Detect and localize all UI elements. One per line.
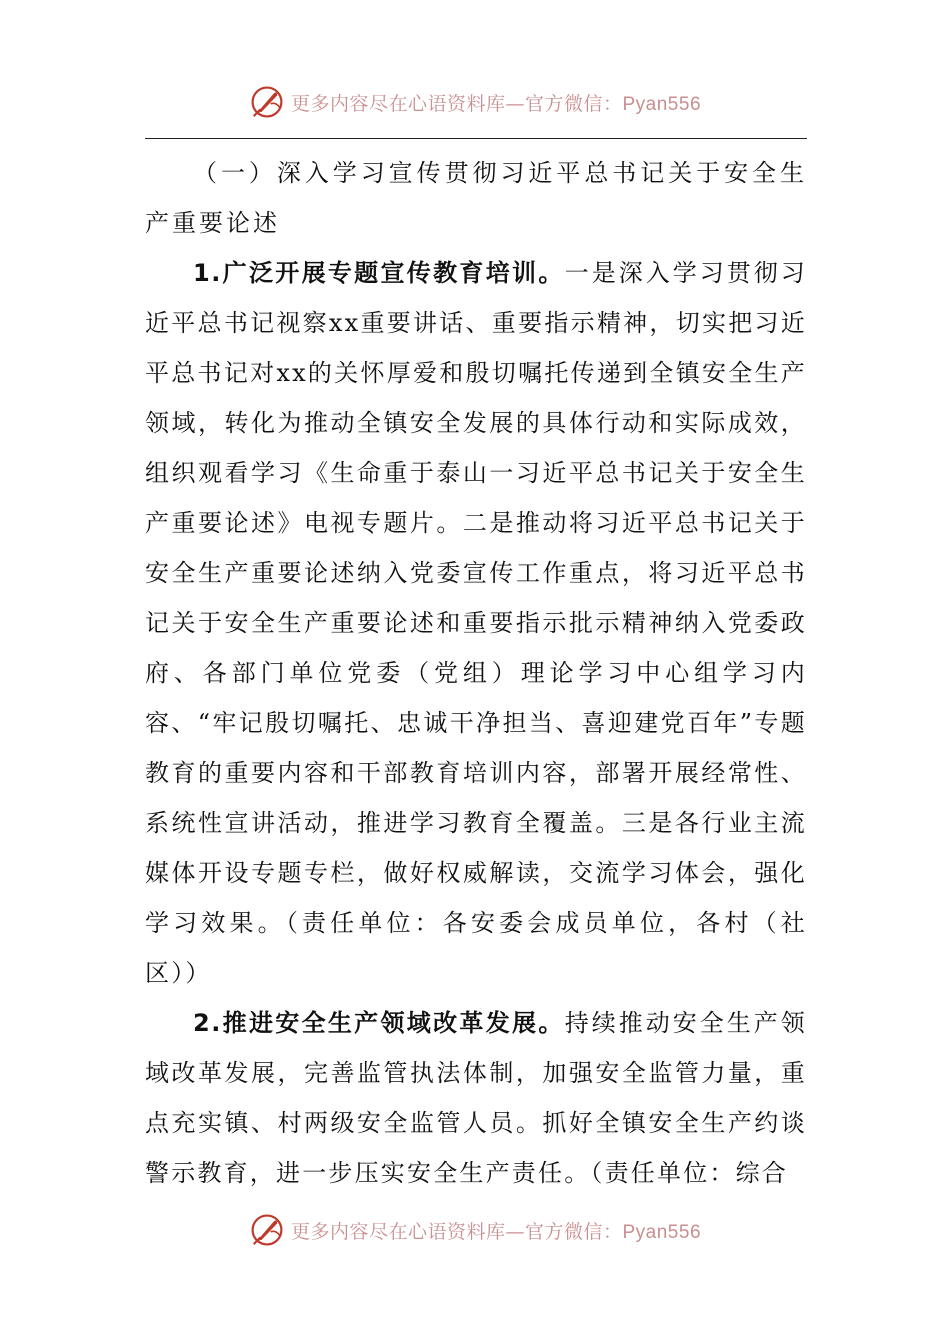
- banner-text: [291, 89, 701, 116]
- header-rule: [145, 138, 807, 139]
- header-banner: [0, 80, 950, 124]
- paragraph-1-body: 一是深入学习贯彻习近平总书记视察xx重要讲话、重要指示精神，切实把习近平总书记对xx的关怀厚爱和殷切嘱托传递到全镇安全生产领域，转化为推动全镇安全发展的具体行动和实际成效，组织观看学习《生命重于泰山一习近平总书记关于安全生产重要论述》电视专题片。二是推动将习近平总书记关于安全生产重要论述纳入党委宣传工作重点，将习近平总书记关于安全生产重要论述和重要指示批示精神纳入党委政府、各部门单位党委（党组）理论学习中心组学习内容、“牢记殷切嘱托、忠诚干净担当、喜迎建党百年”专题教育的重要内容和干部教育培训内容，部署开展经常性、系统性宣讲活动，推进学习教育全覆盖。三是各行业主流媒体开设专题专栏，做好权威解读，交流学习体会，强化学习效果。（责任单位：各安委会成员单位，各村（社区））: [145, 259, 807, 987]
- document-body: [145, 148, 807, 1198]
- paragraph-2-body: 持续推动安全生产领域改革发展，完善监管执法体制，加强安全监管力量，重点充实镇、村两级安全监管人员。抓好全镇安全生产约谈警示教育，进一步压实安全生产责任。（责任单位：综合: [145, 1009, 807, 1187]
- quill-pen-logo-icon: [249, 1212, 285, 1248]
- banner-text: [291, 1217, 701, 1244]
- paragraph-1: [145, 248, 807, 998]
- banner-slogan: 更多内容尽在心语资料库—官方微信：: [290, 92, 623, 115]
- footer-banner: [0, 1208, 950, 1252]
- paragraph-2-lead: 2.推进安全生产领域改革发展。: [193, 1009, 565, 1037]
- paragraph-2: [145, 998, 807, 1198]
- section-heading: （一）深入学习宣传贯彻习近平总书记关于安全生产重要论述: [145, 159, 807, 237]
- wechat-id: Pyan556: [622, 1221, 702, 1243]
- banner-slogan: 更多内容尽在心语资料库—官方微信：: [290, 1220, 623, 1243]
- paragraph-1-lead: 1.广泛开展专题宣传教育培训。: [193, 259, 565, 287]
- wechat-id: Pyan556: [622, 93, 702, 115]
- quill-pen-logo-icon: [249, 84, 285, 120]
